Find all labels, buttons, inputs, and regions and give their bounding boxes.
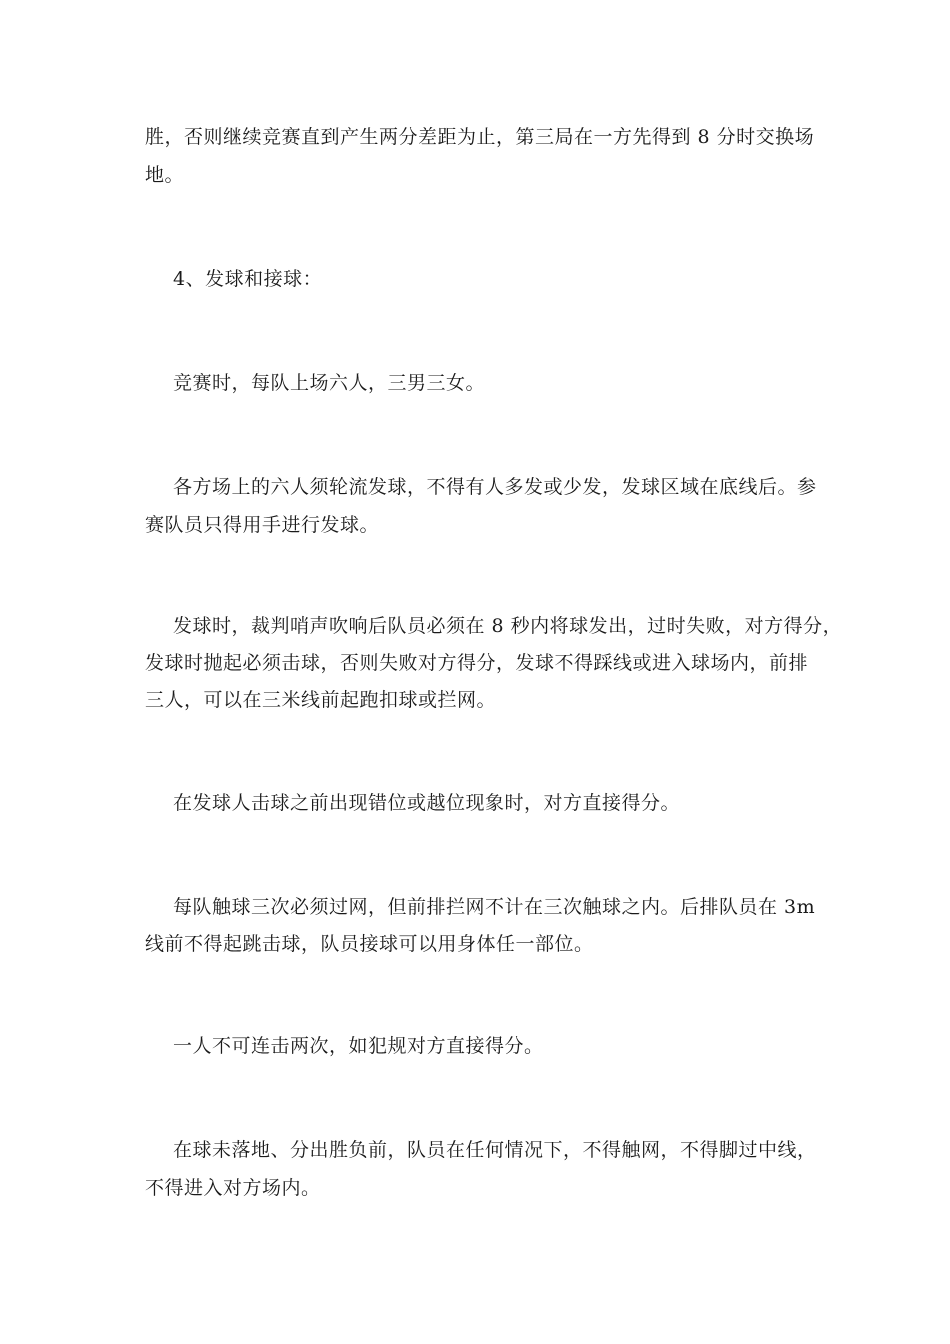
paragraph-7-line-2: 线前不得起跳击球，队员接球可以用身体任一部位。 bbox=[145, 933, 594, 955]
paragraph-5-line-3: 三人，可以在三米线前起跑扣球或拦网。 bbox=[145, 689, 497, 711]
paragraph-1-line-1: 胜，否则继续竞赛直到产生两分差距为止，第三局在一方先得到 8 分时交换场 bbox=[145, 126, 815, 148]
paragraph-9-line-2: 不得进入对方场内。 bbox=[145, 1177, 321, 1199]
paragraph-8-line-1: 一人不可连击两次，如犯规对方直接得分。 bbox=[173, 1035, 544, 1057]
paragraph-4-line-2: 赛队员只得用手进行发球。 bbox=[145, 514, 380, 536]
section-heading: 4、发球和接球： bbox=[173, 268, 323, 290]
paragraph-1-line-2: 地。 bbox=[145, 164, 185, 186]
paragraph-3-line-1: 竞赛时，每队上场六人，三男三女。 bbox=[173, 372, 486, 394]
paragraph-9-line-1: 在球未落地、分出胜负前，队员在任何情况下，不得触网，不得脚过中线， bbox=[173, 1139, 817, 1161]
paragraph-5-line-1: 发球时，裁判哨声吹响后队员必须在 8 秒内将球发出，过时失败，对方得分， bbox=[173, 615, 843, 637]
paragraph-6-line-1: 在发球人击球之前出现错位或越位现象时，对方直接得分。 bbox=[173, 792, 681, 814]
paragraph-7-line-1: 每队触球三次必须过网，但前排拦网不计在三次触球之内。后排队员在 3m bbox=[173, 896, 816, 918]
paragraph-5-line-2: 发球时抛起必须击球，否则失败对方得分，发球不得踩线或进入球场内，前排 bbox=[145, 652, 809, 674]
paragraph-4-line-1: 各方场上的六人须轮流发球，不得有人多发或少发，发球区域在底线后。参 bbox=[173, 476, 817, 498]
